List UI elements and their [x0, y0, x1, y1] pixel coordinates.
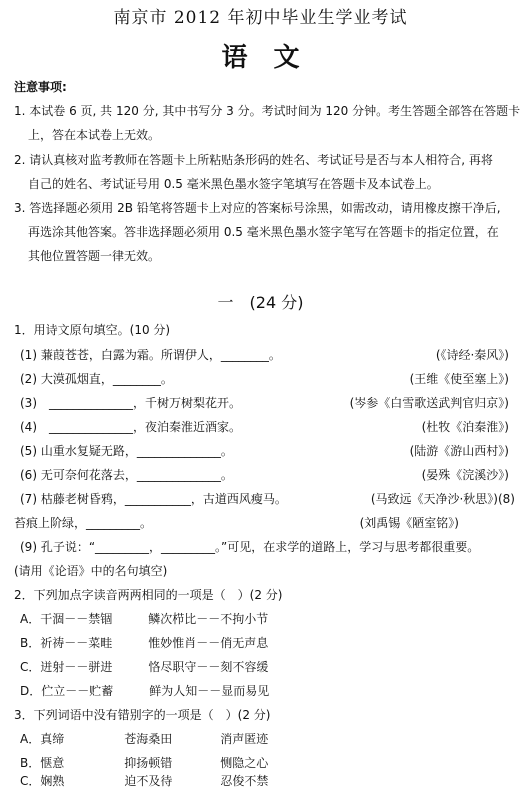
question-stem: 1．用诗文原句填空。(10 分): [14, 323, 171, 337]
fill-item-left: (请用《论语》中的名句填空): [14, 564, 168, 578]
notice-line: 1. 本试卷 6 页, 共 120 分, 其中书写分 3 分。考试时间为 120 分钟。考生答题全部答在答题卡: [14, 104, 521, 118]
choice-option: D．伫立－－贮蓄 鲜为人知－－显而易见: [20, 684, 270, 698]
choice-option: A．干涸－－禁锢 鳞次栉比－－不拘小节: [20, 612, 269, 626]
fill-item-source: (杜牧《泊秦淮》): [421, 420, 509, 434]
choice-option: A．真缔 苍海桑田 消声匿迹: [20, 732, 269, 746]
choice-option: B．惬意 抑扬顿错 恻隐之心: [20, 756, 269, 770]
fill-item-source: (刘禹锡《陋室铭》): [359, 516, 459, 530]
fill-item-left: (7) 枯藤老树昏鸦，___________，古道西风瘦马。: [20, 492, 287, 506]
choice-option: C．迸射－－骈进 恪尽职守－－刻不容缓: [20, 660, 269, 674]
notice-line: 2. 请认真核对监考教师在答题卡上所粘贴条形码的姓名、考试证号是否与本人相符合, 再将: [14, 153, 493, 167]
section-title: 一 (24 分): [217, 293, 304, 312]
notice-line: 自己的姓名、考试证号用 0.5 毫米黑色墨水签字笔填写在答题卡及本试卷上。: [28, 177, 439, 191]
fill-item-left: (6) 无可奈何花落去，______________。: [20, 468, 233, 482]
question-stem: 3．下列词语中没有错别字的一项是（ ）(2 分): [14, 708, 271, 722]
fill-item-left: (4) ______________，夜泊秦淮近酒家。: [20, 420, 241, 434]
notice-line: 再选涂其他答案。答非选择题必须用 0.5 毫米黑色墨水签字笔写在答题卡的指定位置，在: [28, 225, 499, 239]
fill-item-left: (2) 大漠孤烟直，________。: [20, 372, 173, 386]
notice-line: 其他位置答题一律无效。: [28, 249, 161, 263]
fill-item-source: (岑参《白雪歌送武判官归京》): [349, 396, 509, 410]
fill-item-source: (陆游《游山西村》): [409, 444, 509, 458]
choice-option: C．娴熟 迫不及待 忍俊不禁: [20, 774, 269, 788]
fill-item-left: 苔痕上阶绿，_________。: [14, 516, 153, 530]
subject-title: 语 文: [221, 43, 300, 73]
fill-item-source: (马致远《天净沙·秋思》)(8): [370, 492, 515, 506]
fill-item-left: (5) 山重水复疑无路，______________。: [20, 444, 233, 458]
question-stem: 2．下列加点字读音两两相同的一项是（ ）(2 分): [14, 588, 283, 602]
fill-item-source: (王维《使至塞上》): [409, 372, 509, 386]
choice-option: B．祈祷－－菜畦 惟妙惟肖－－俏无声息: [20, 636, 269, 650]
exam-title: 南京市 2012 年初中毕业生学业考试: [113, 8, 408, 28]
notice-heading: 注意事项:: [14, 80, 67, 94]
fill-item-left: (1) 蒹葭苍苍，白露为霜。所谓伊人，________。: [20, 348, 281, 362]
notice-line: 3. 答选择题必须用 2B 铅笔将答题卡上对应的答案标号涂黑，如需改动，请用橡皮擦干净后,: [14, 201, 501, 215]
fill-item-source: (晏殊《浣溪沙》): [421, 468, 509, 482]
notice-line: 上，答在本试卷上无效。: [28, 128, 161, 142]
fill-item-left: (9) 孔子说：“_________，_________。”可见，在求学的道路上，学习与思考都很重要。: [20, 540, 480, 554]
fill-item-source: (《诗经·秦风》): [435, 348, 509, 362]
fill-item-left: (3) ______________，千树万树梨花开。: [20, 396, 241, 410]
